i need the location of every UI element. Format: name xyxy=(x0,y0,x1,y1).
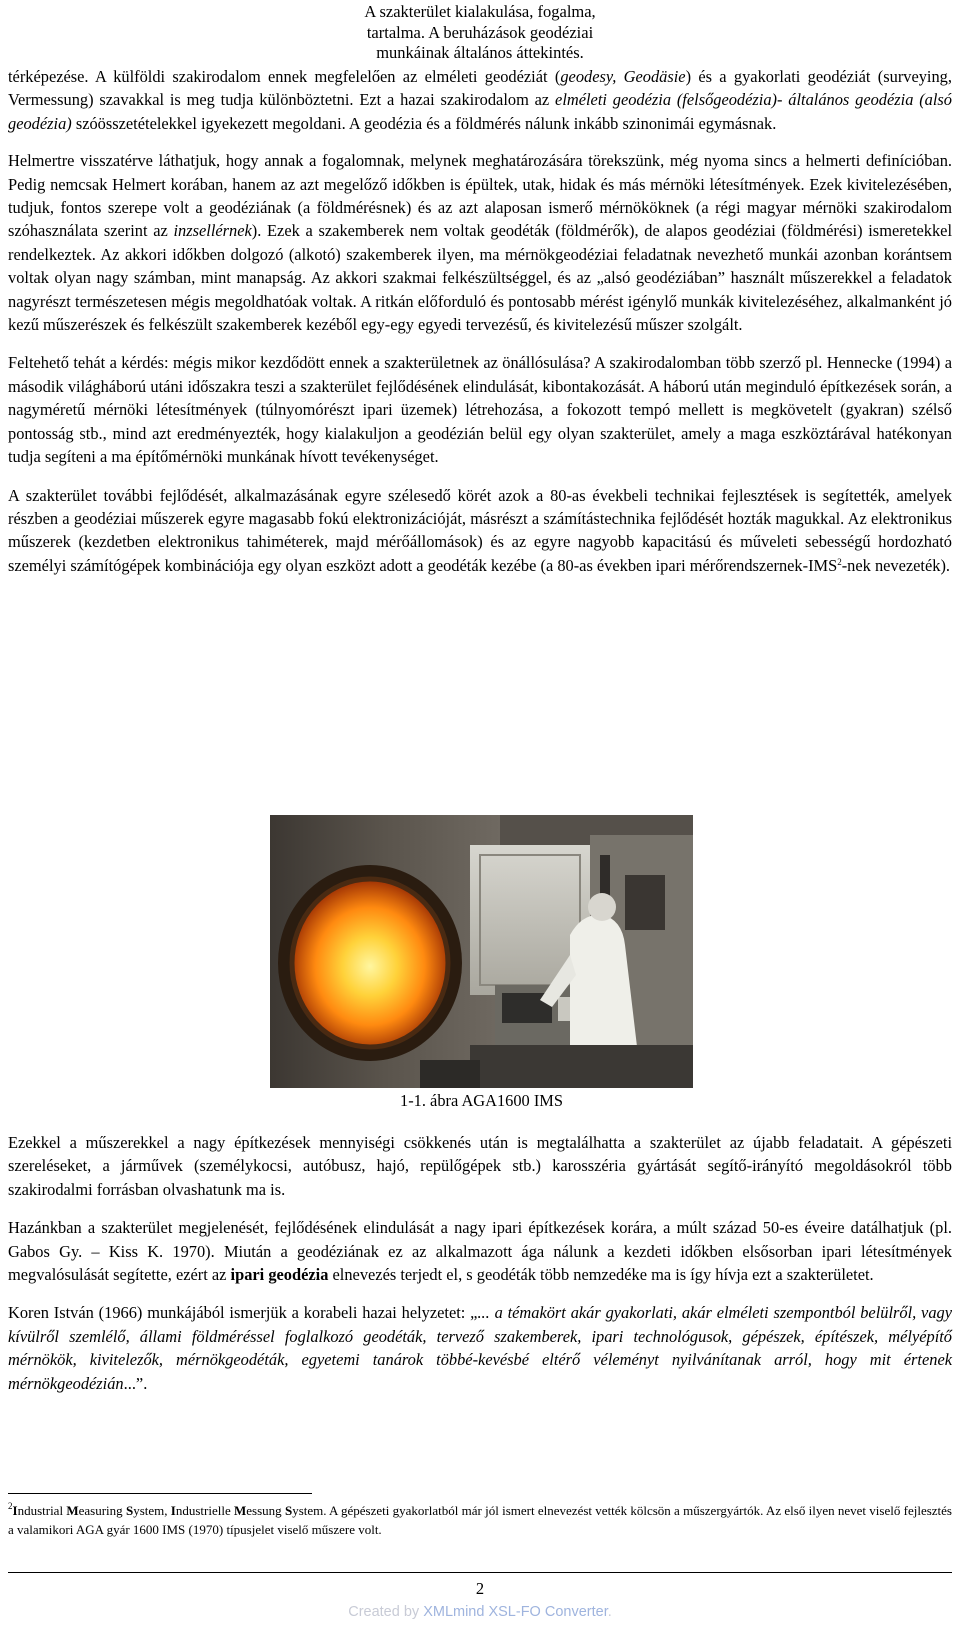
text-run: ystem, xyxy=(133,1503,171,1518)
paragraph: Ezekkel a műszerekkel a nagy építkezések mennyiségi csökkenés után is megtalálhatta a szakterület az újabb feladatait. A gépészeti szereléseket, a járművek (személykocsi, autóbusz, hajó, repülőgépek stb.) karosszéria gyártását segítő-irányító megoldásokról több szakirodalmi forrásban olvashatunk ma is. xyxy=(8,1133,952,1199)
text-run: Created by xyxy=(348,1604,424,1620)
footnote-divider xyxy=(8,1493,312,1494)
main-text xyxy=(8,65,952,592)
text-run: ndustrial xyxy=(17,1503,67,1518)
figure-caption: 1-1. ábra AGA1600 IMS xyxy=(400,1091,563,1110)
text-run: easuring xyxy=(78,1503,126,1518)
bold-letter: M xyxy=(66,1503,79,1518)
paragraph xyxy=(8,484,952,578)
generator-link[interactable]: XMLmind XSL-FO Converter xyxy=(423,1604,608,1620)
generator-credit xyxy=(0,1602,960,1622)
italic-quote: ... a témakört akár gyakorlati, akár elméleti szempontból belülről, vagy kívülről szemlélő, állami földméréssel foglalkozó geodéták, tervező szakemberek, ipari technológusok, gépészek, építészek, mélyépítő mérnökök, kivitelezők, mérnökgeodéták, egyetemi tanárok többé-kevésbé eltérő véleményt nyilvánítanak arról, hogy mit értenek mérnökgeodézián xyxy=(8,1303,952,1393)
bold-letter: M xyxy=(234,1503,247,1518)
text-run: ). Ezek a szakemberek nem voltak geodéták (földmérők), de alapos geodéziai (földmérési) ismeretekkel rendelkeztek. Az akkori időkben dolgozó (alkotó) szakemberek ilyen, ma mérnökgeodéziai feladatnak nevezhető munkái azonban korántsem voltak olyan nagy számban, mint manapság. Az akkori szakmai felkészültséggel, és az „alsó geodéziában” használt műszerekkel a feladatok nagyrészt természetesen mégis megoldhatóak voltak. A ritkán előforduló és pontosabb mérést igénylő munkák kivitelezéséhez, alkalmanként jó kezű műszerészek és felkészült szakemberek kezéből egy-egy egyedi tervezésű, és kivitelezésű műszer szolgált. xyxy=(8,221,952,335)
text-run: A szakterület további fejlődését, alkalmazásának egyre szélesedő körét azok a 80-as évekbeli technikai fejlesztések is segítették, amelyek részben a geodéziai műszerek egyre magasabb fokú elektronizációját, másrészt a számítástechnika fejlődését hozták magukkal. Az elektronikus műszerek (kezdetben elektronikus tahiméterek, majd mérőállomások) és az egyre nagyobb kapacitású és műveleti sebességű hordozható személyi számítógépek kombinációja egy olyan eszközt adott a geodéták kezébe (a 80-as években ipari mérőrendszernek-IMS xyxy=(8,485,952,575)
text-run: ...”. xyxy=(123,1373,148,1393)
bold-letter: S xyxy=(284,1503,293,1518)
text-run: ) és a gyakorlati geodéziát (surveying, Vermessung) szavakkal is meg tudja különböztetni. Ezt a hazai szakirodalom az xyxy=(8,67,952,110)
header-line: munkáinak általános áttekintés. xyxy=(376,43,584,62)
header-line: tartalma. A beruházások geodéziai xyxy=(366,22,594,42)
main-text-continued xyxy=(8,1131,952,1410)
text-run: . xyxy=(607,1604,612,1620)
text-run: Helmertre visszatérve láthatjuk, hogy annak a fogalomnak, melynek meghatározására törekszünk, még nyoma sincs a helmerti definícióban. Pedig nemcsak Helmert korában, hanem az azt megelőző időkben is épültek, utak, hidak és más mérnöki létesítmények. Ezek kivitelezésében, tudjuk, fontos szerepe volt a geodéziának (a földmérésnek) és az azt alaposan ismerő mérnököknek (a régi magyar mérnöki szakirodalom szóhasználata szerint az xyxy=(8,151,952,241)
text-run: szóösszetételekkel igyekezett megoldani. A geodézia és a földmérés nálunk inkább szinonimái egymásnak. xyxy=(71,113,777,133)
text-run: ndustrielle xyxy=(175,1503,234,1518)
text-run: elnevezés terjedt el, s geodéták több nemzedéke ma is így hívja ezt a szakterületet. xyxy=(328,1265,874,1285)
italic-text: elméleti geodézia (felsőgeodézia)- általános geodézia (alsó geodézia) xyxy=(8,90,952,133)
page-number: 2 xyxy=(475,1579,485,1598)
footnote-ref[interactable]: 2 xyxy=(837,556,842,567)
italic-text: geodesy, Geodäsie xyxy=(560,67,686,86)
figure-photo xyxy=(270,815,693,1088)
bold-letter: I xyxy=(170,1503,176,1518)
header-line: A szakterület kialakulása, fogalma, xyxy=(364,2,596,21)
paragraph xyxy=(8,65,952,135)
paragraph xyxy=(8,149,952,336)
text-run: essung xyxy=(246,1503,285,1518)
text-run: ystem. A gépészeti gyakorlatból már jól ismert elnevezést vették kölcsön a műszergyártók. Az első ilyen nevet viselő fejlesztés a valamikori AGA gyár 1600 IMS (1970) típusjelet viselő műszere volt. xyxy=(8,1503,952,1537)
footnote xyxy=(8,1501,952,1539)
furnace-photo-illustration xyxy=(270,815,693,1088)
footnote-marker: 2 xyxy=(8,1501,13,1511)
footer-divider xyxy=(8,1572,952,1573)
bold-letter: I xyxy=(12,1503,18,1518)
text-run: Koren István (1966) munkájából ismerjük a korabeli hazai helyzetet: „ xyxy=(8,1303,478,1323)
bold-term: ipari geodézia xyxy=(230,1265,329,1285)
italic-text: inzsellérnek xyxy=(173,221,252,241)
text-run: -nek nevezeték). xyxy=(841,555,951,575)
text-run: térképezése. A külföldi szakirodalom ennek megfelelően az elméleti geodéziát ( xyxy=(8,67,561,86)
paragraph: Feltehető tehát a kérdés: mégis mikor kezdődött ennek a szakterületnek az önállósulása? A szakirodalomban több szerző pl. Hennecke (1994) a második világháború utáni időszakra teszi a szakterület fejlődésének elindulását, kibontakozását. A háború után meginduló építkezések során, a nagyméretű mérnöki létesítmények (túlnyomórészt ipari üzemek) létrehozása, a fokozott tempó mellett is megkövetelt (gyakran) szélső pontosság stb., mind azt eredményezték, hogy kialakuljon a geodézián belül egy olyan szakterület, amely a maga eszköztárával hatékonyan tudja segíteni a ma építőmérnöki munkának hívott tevékenységet. xyxy=(8,353,952,467)
paragraph xyxy=(8,1216,952,1286)
running-header xyxy=(290,2,670,64)
text-run: Hazánkban a szakterület megjelenését, fejlődésének elindulását a nagy ipari építkezések korára, a múlt század 50-es éveire datálhatjuk (pl. Gabos Gy. – Kiss K. 1970). Miután a geodéziának ez az alkalmazott ága nálunk a kezdeti időkben elsősorban ipari létesítmények megvalósulását segítette, ezért az xyxy=(8,1218,952,1285)
bold-letter: S xyxy=(125,1503,134,1518)
paragraph xyxy=(8,1301,952,1395)
